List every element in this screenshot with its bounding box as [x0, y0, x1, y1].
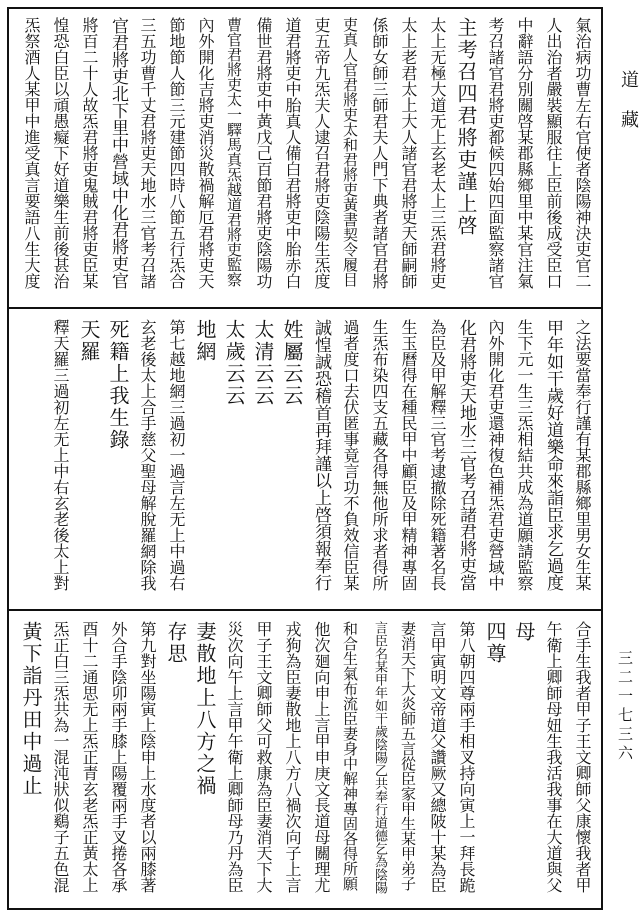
text-column: 生下元一生三炁相結共成為道願請監察 — [515, 319, 534, 591]
text-column: 第九對坐陽寅上陰申上水度者以兩膝著 — [138, 621, 157, 893]
text-column: 太清云云 — [251, 319, 275, 407]
panel-middle — [9, 311, 601, 609]
text-column: 備世君將吏中黃戊己百節君將吏陰陽功 — [254, 17, 273, 289]
panel-divider — [9, 307, 601, 309]
text-column: 太歲云云 — [222, 319, 246, 407]
text-column: 為臣及甲解釋三官考逮撤除死籍著名長 — [428, 319, 447, 591]
text-column: 節地節人節三元建節四時八節五行炁合 — [167, 17, 186, 289]
text-column: 甲年如干歲好道樂命來詣臣求乞過度 — [543, 319, 563, 591]
text-column: 誠惶誠恐稽首再拜謹以上啓須報奉行 — [311, 319, 331, 591]
text-column: 將百二十人故炁君將吏鬼賊君將吏臣某 — [80, 17, 99, 289]
text-column: 午衛上卿師母妞生我活我事在大道與父 — [544, 621, 563, 893]
text-column: 化君將吏天地水三官考召諸君將吏當 — [456, 319, 476, 591]
text-column: 過者度口去伏匿事竟言功不負效信臣某 — [341, 319, 360, 591]
text-column: 第八朝四尊兩手相叉持向寅上一拜長跪 — [457, 621, 476, 893]
text-column: 天羅 — [77, 319, 101, 363]
text-column: 合手生我者甲子王文卿師父康懷我者甲 — [573, 621, 592, 893]
text-column: 釋天羅三過初左无上中右玄老後太上對 — [51, 319, 70, 591]
text-column: 吏五帝九炁夫人逮召君將吏陰陽生炁度 — [312, 17, 331, 289]
text-column: 惶恐白臣以頑愚癡下好道樂生前後甚治 — [51, 17, 70, 289]
text-column: 災次向午上言甲午衛上卿師母乃丹為臣 — [225, 621, 244, 893]
collection-title: 道藏 — [618, 70, 639, 150]
text-column: 黃下詣丹田中過止 — [19, 621, 43, 797]
text-column: 中辭語分別關啓某郡縣鄉里中某官注氣 — [515, 17, 534, 289]
text-column: 炁祭酒人某甲中進受真言要語八生大度 — [22, 17, 41, 289]
text-column: 言臣名某甲年如干歲陰陽乙共奉行道德乞為陰陽 — [372, 621, 387, 894]
text-column: 外合手陰卯兩手膝上陽覆兩手叉捲各承 — [109, 621, 128, 893]
text-column: 太上老君太上大人諸官君將吏天師嗣師 — [399, 17, 418, 289]
text-column: 生炁布染四支五藏各得無他所求者得所 — [370, 319, 389, 591]
text-column: 人出治者嚴裝顯服往上臣前後成受臣口 — [544, 17, 563, 289]
panel-top — [9, 9, 601, 307]
text-column: 官君將吏北下里中營域中化君將吏官 — [108, 17, 128, 289]
page-number: 三二一七三六 — [616, 650, 634, 764]
panel-divider — [9, 609, 601, 611]
text-column: 死籍上我生錄 — [106, 319, 130, 451]
text-column: 酉十二通思无上炁正青玄老炁正黃太上 — [80, 621, 99, 893]
text-column: 內外開化吉將吏消災散禍解厄君將吏天 — [196, 17, 215, 289]
text-column: 和合生氣布流臣妻身中解神專固各得所願 — [341, 621, 359, 891]
text-column: 妻散地上八方之禍 — [193, 621, 217, 797]
text-column: 生玉曆得在種民甲中顧臣及甲精神專固 — [399, 319, 418, 591]
text-column: 戎狗為臣妻散地上八方八禍次向子上言 — [283, 621, 302, 893]
page-frame — [7, 7, 603, 910]
text-column: 地網 — [193, 319, 217, 363]
text-column: 曹官君將吏太一驛馬真炁越道君將吏監察 — [225, 17, 243, 287]
text-column: 甲子王文卿師父可救康為臣妻消天下大 — [254, 621, 273, 893]
panel-bottom — [9, 613, 601, 909]
text-column: 三五功曹千丈君將吏天地水三官考召諸 — [138, 17, 157, 289]
text-column: 玄老後太上合手慈父聖母解脫羅網除我 — [138, 319, 157, 591]
text-column: 妻消天下大炎師五言從臣家甲生某甲弟子 — [399, 621, 417, 891]
text-column: 存思 — [164, 621, 188, 665]
text-column: 氣治病功曹左右官使者陰陽神決吏官二 — [573, 17, 592, 289]
text-column: 他次廻向申上言甲申庚文長道母關理尤 — [312, 621, 331, 893]
text-column: 吏真人官君將吏太和君將吏黃書契令履目 — [341, 17, 359, 287]
text-column: 內外開化君吏還神復色補炁君吏營域中 — [486, 319, 505, 591]
text-column: 之法要當奉行謹有某郡縣鄉里男女生某 — [573, 319, 592, 591]
text-column: 主考召四君將吏謹上啓 — [454, 17, 478, 237]
text-column: 母 — [512, 621, 536, 643]
text-column: 炁正白三炁共為一混沌狀似鷄子五色混 — [51, 621, 70, 893]
text-column: 第七越地網三過初一過言左无上中過右 — [167, 319, 186, 591]
text-column: 太上无極大道无上玄老太上三炁君將吏 — [428, 17, 447, 289]
text-column: 姓屬云云 — [280, 319, 304, 407]
text-column: 考召諸官君將吏都候四始四面監察諸官 — [486, 17, 505, 289]
text-column: 道君將吏中胎真人備白君將吏中胎赤白 — [283, 17, 302, 289]
text-column: 係師女師三師君夫人門下典者諸官君將 — [370, 17, 389, 289]
text-column: 言甲寅明文帝道父讚厥又總陂十某為臣 — [428, 621, 447, 893]
text-column: 四尊 — [483, 621, 507, 665]
